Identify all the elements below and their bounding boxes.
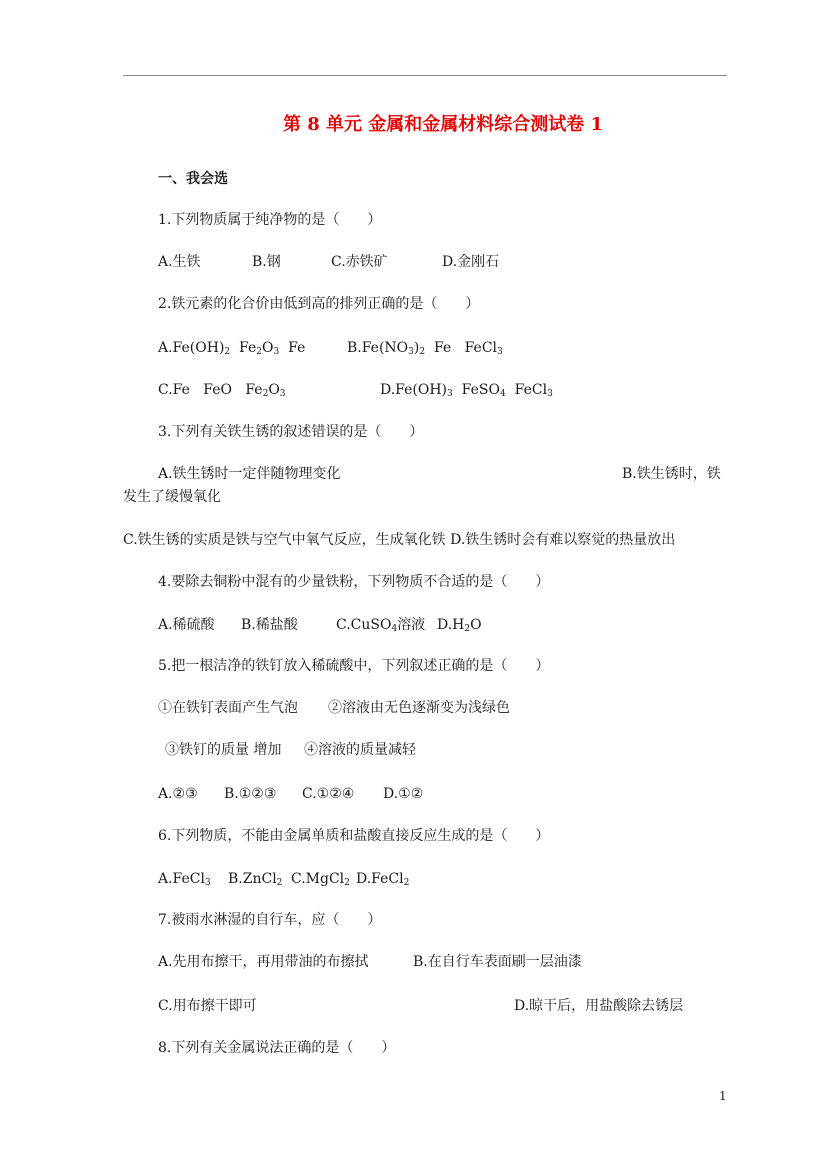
subscript: 2: [262, 389, 269, 399]
option-b-continuation: 发生了缓慢氧化: [123, 489, 221, 505]
item-4: ④溶液的质量减轻: [304, 742, 416, 758]
option-c: [158, 381, 286, 403]
formula-text: C.MgCl: [291, 871, 345, 887]
question-3-options-row2: [123, 531, 675, 549]
subscript: 2: [419, 347, 426, 357]
formula-text: O: [470, 617, 482, 633]
option-c: [291, 870, 350, 892]
option-d: D.①②: [383, 786, 424, 802]
question-2-stem: 2.铁元素的化合价由低到高的排列正确的是（ ）: [158, 296, 480, 312]
item-2: ②溶液由无色逐渐变为浅绿色: [328, 700, 510, 716]
option-a: A.②③: [158, 786, 198, 802]
page-title: 第 8 单元 金属和金属材料综合测试卷 1: [282, 114, 604, 135]
formula-text: C.Fe: [158, 382, 190, 398]
option-a: A.生铁: [158, 254, 201, 270]
formula-text: O: [268, 382, 280, 398]
subscript: 2: [464, 624, 471, 634]
formula-text: C.CuSO: [336, 617, 392, 633]
question-6-stem: 6.下列物质，不能由金属单质和盐酸直接反应生成的是（ ）: [158, 828, 550, 844]
formula-text: ): [413, 340, 420, 356]
option-d: D.铁生锈时会有难以察觉的热量放出: [450, 532, 676, 548]
formula-text: FeSO: [461, 382, 500, 398]
option-c: C.①②④: [302, 786, 355, 802]
option-c: C.用布擦干即可: [158, 998, 257, 1014]
option-d: [380, 381, 553, 403]
subscript: 2: [256, 347, 263, 357]
question-7-stem: 7.被雨水淋湿的自行车，应（ ）: [158, 912, 382, 928]
option-a: A.先用布擦干，再用带油的布擦拭: [158, 954, 369, 970]
subscript: 3: [204, 878, 211, 888]
formula-text: D.Fe(OH): [380, 382, 448, 398]
subscript: 3: [447, 389, 453, 399]
option-d: D.金刚石: [442, 254, 500, 270]
option-d: D.晾干后，用盐酸除去锈层: [514, 998, 684, 1014]
subscript: 3: [497, 347, 503, 357]
option-b: [347, 339, 503, 361]
formula-text: FeO: [203, 382, 232, 398]
item-3: ③铁钉的质量 增加: [165, 742, 282, 758]
subscript: 2: [276, 878, 283, 888]
formula-text: O: [262, 340, 274, 356]
option-a: [158, 339, 305, 361]
option-b: B.在自行车表面刷一层油漆: [413, 954, 582, 970]
option-a: A.稀硫酸: [158, 617, 215, 633]
formula-text: FeCl: [464, 340, 498, 356]
subscript: 4: [391, 624, 398, 634]
question-4-stem: 4.要除去铜粉中混有的少量铁粉，下列物质不合适的是（ ）: [158, 574, 550, 590]
subscript: 3: [547, 389, 553, 399]
formula-text: B.Fe(NO: [347, 340, 409, 356]
section-heading: 一、我会选: [158, 171, 228, 187]
item-1: ①在铁钉表面产生气泡: [158, 700, 298, 716]
formula-text: A.Fe(OH): [158, 340, 225, 356]
option-c: C.铁生锈的实质是铁与空气中氧气反应，生成氧化铁: [123, 532, 446, 548]
option-c: C.赤铁矿: [331, 254, 388, 270]
option-c: [336, 616, 425, 638]
option-b: B.钢: [252, 254, 281, 270]
question-3-stem: 3.下列有关铁生锈的叙述错误的是（ ）: [158, 424, 424, 440]
question-5-stem: 5.把一根洁净的铁钉放入稀硫酸中，下列叙述正确的是（ ）: [158, 658, 550, 674]
option-d: [437, 616, 482, 638]
formula-text: Fe: [434, 340, 452, 356]
formula-text: FeCl: [514, 382, 548, 398]
subscript: 3: [273, 347, 280, 357]
page-number: 1: [719, 1089, 727, 1103]
formula-text: A.FeCl: [158, 871, 205, 887]
subscript: 3: [279, 389, 286, 399]
formula-text: Fe: [239, 340, 257, 356]
option-b: B.①②③: [224, 786, 277, 802]
option-a: [158, 870, 211, 892]
option-a: A.铁生锈时一定伴随物理变化: [158, 466, 341, 482]
subscript: 2: [344, 878, 350, 888]
formula-text: 溶液: [397, 617, 426, 633]
formula-text: B.ZnCl: [228, 871, 277, 887]
formula-text: D.H: [437, 617, 465, 633]
subscript: 4: [499, 389, 506, 399]
option-b: [228, 870, 282, 892]
subscript: 2: [224, 347, 231, 357]
header-rule: [123, 75, 727, 76]
option-d: [356, 870, 409, 892]
formula-text: Fe: [288, 340, 306, 356]
option-b: B.稀盐酸: [241, 617, 298, 633]
question-1-stem: 1.下列物质属于纯净物的是（ ）: [158, 212, 382, 228]
question-8-stem: 8.下列有关金属说法正确的是（ ）: [158, 1040, 396, 1056]
subscript: 2: [403, 878, 410, 888]
formula-text: D.FeCl: [356, 871, 404, 887]
subscript: 3: [408, 347, 414, 357]
formula-text: Fe: [245, 382, 263, 398]
option-b: B.铁生锈时，铁: [622, 466, 721, 482]
